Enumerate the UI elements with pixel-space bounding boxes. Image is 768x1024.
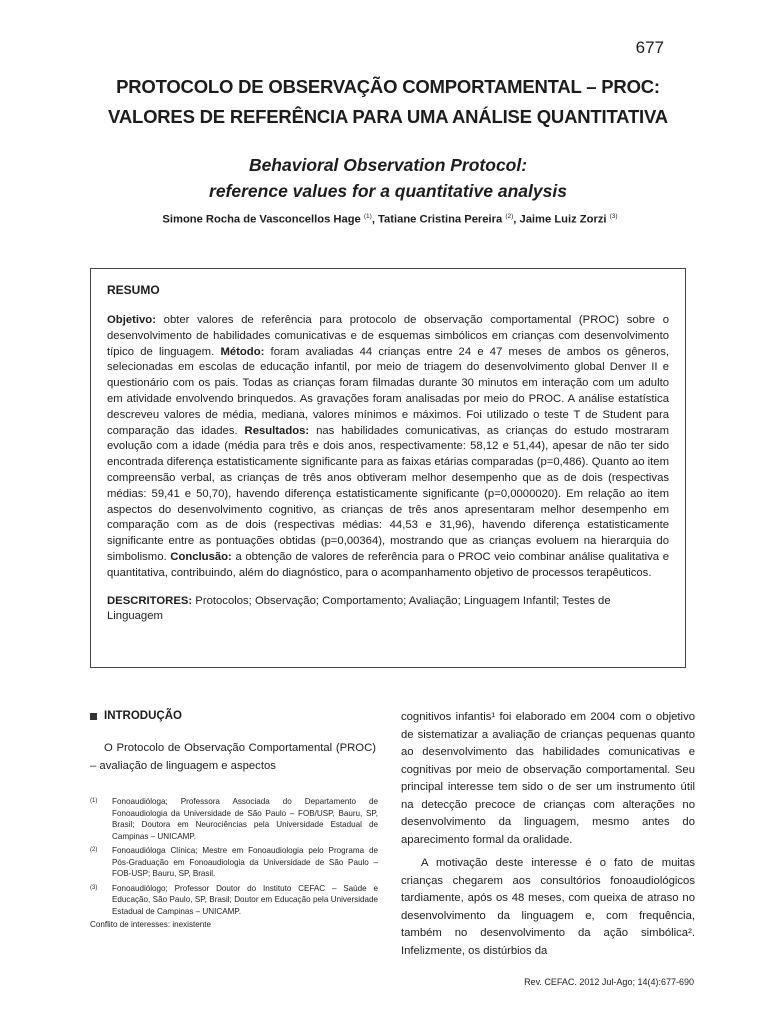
author-affiliation-mark: (3): [609, 213, 618, 220]
keywords-label: DESCRITORES:: [107, 594, 193, 607]
method-label: Método:: [220, 345, 265, 358]
footnote: [90, 883, 378, 918]
article-title: [80, 72, 696, 132]
author-name: Simone Rocha de Vasconcellos Hage: [162, 213, 361, 226]
intro-paragraph: A motivação deste interesse é o fato de muitas crianças chegarem aos consultórios fonoaudiológicos tardiamente, após os 48 meses, com queixa de atraso no desenvolvimento da linguagem e, com frequência, também no desenvolvimento da ação simbólica². Infelizmente, os distúrbios da: [401, 857, 695, 957]
footnote: [90, 796, 378, 842]
footnote-mark: (3): [90, 884, 98, 891]
journal-citation-footer: Rev. CEFAC. 2012 Jul-Ago; 14(4):677-690: [524, 977, 694, 987]
footnote-text: Fonoaudiólogo; Professor Doutor do Instituto CEFAC – Saúde e Educação, São Paulo, SP, Brasil; Doutor em Educação pela Universidade Estadual de Campinas – UNICAMP.: [112, 883, 378, 916]
title-line-1: PROTOCOLO DE OBSERVAÇÃO COMPORTAMENTAL – PROC:: [116, 76, 660, 97]
author-affiliation-mark: (1): [363, 213, 372, 220]
objective-label: Objetivo:: [107, 314, 156, 326]
subtitle-line-2: reference values for a quantitative analysis: [209, 181, 567, 201]
conflict-of-interest: Conflito de interesses: inexistente: [90, 920, 212, 929]
title-line-2: VALORES DE REFERÊNCIA PARA UMA ANÁLISE QUANTITATIVA: [108, 106, 668, 127]
intro-column-right: [401, 709, 695, 960]
results-text: nas habilidades comunicativas, as crianças do estudo mostraram evolução com a idade (média para três e dois anos, respectivamente: 58,12 e 51,44), apesar de não ter sido encontrada diferença estatisticamente significante para as faixas etárias comparadas (p=0,486). Quanto ao item compreensão verbal, as crianças de três anos obtiveram melhor desempenho que as de dois (respectivas médias: 59,41 e 50,70), havendo diferença estatisticamente significante (p=0,0000020). Em relação ao item aspectos do desenvolvimento cognitivo, as crianças de três anos apresentaram melhor desempenho em comparação com as de dois (respectivas médias: 44,53 e 31,96), havendo diferença estatisticamente significante entre as pontuações obtidas (p=0,00364), mostrando que as crianças evoluem na hierarquia do simbolismo.: [107, 424, 669, 563]
square-bullet-icon: [90, 713, 97, 720]
english-title: [80, 152, 696, 204]
conclusion-label: Conclusão:: [170, 550, 232, 563]
author-name: Jaime Luiz Zorzi: [519, 213, 607, 226]
objective-text: obter valores de referência para protocolo de observação comportamental (PROC) sobre o desenvolvimento de habilidades comunicativas e de esquemas simbólicos em crianças com desenvolvimento típico de linguagem.: [107, 314, 669, 358]
author-list: [60, 213, 720, 226]
abstract-box: [90, 268, 686, 668]
footnote: [90, 845, 378, 880]
keywords-text: Protocolos; Observação; Comportamento; Avaliação; Linguagem Infantil; Testes de Linguagem: [107, 594, 611, 623]
author-affiliation-mark: (2): [505, 213, 514, 220]
footnotes: [90, 796, 378, 929]
author-separator: ,: [513, 213, 520, 226]
footnote-mark: (2): [90, 847, 98, 853]
section-heading-label: INTRODUÇÃO: [104, 710, 182, 722]
abstract-heading: RESUMO: [107, 283, 160, 297]
author-separator: ,: [371, 213, 379, 226]
section-heading-introduction: [90, 710, 182, 722]
conclusion-text: a obtenção de valores de referência para o PROC veio combinar análise qualitativa e quantitativa, contribuindo, além do diagnóstico, para o acompanhamento objetivo de processos terapêuticos.: [107, 550, 669, 579]
footnote-mark: (1): [90, 798, 98, 804]
subtitle-line-1: Behavioral Observation Protocol:: [248, 155, 528, 175]
results-label: Resultados:: [244, 424, 310, 437]
intro-paragraph: cognitivos infantis¹ foi elaborado em 2004 com o objetivo de sistematizar a avaliação de crianças pequenas quanto ao desenvolvimento das habilidades comunicativas e cognitivas por meio de observação comportamental. Seu principal interesse tem sido o de ser um instrumento útil na detecção precoce de crianças com alterações no desenvolvimento da linguagem, mesmo antes do aparecimento formal da oralidade.: [401, 711, 695, 846]
intro-paragraph-left: O Protocolo de Observação Comportamental (PROC) – avaliação de linguagem e aspectos: [90, 742, 376, 772]
page-number: 677: [635, 38, 664, 57]
keywords: [107, 594, 669, 626]
footnote-text: Fonoaudióloga; Professora Associada do Departamento de Fonoaudiologia da Universidade de São Paulo – FOB/USP, Bauru, SP, Brasil; Doutora em Neurociências pela Universidade Estadual de Campinas – UNICAMP.: [112, 797, 378, 841]
abstract-text: [107, 313, 669, 582]
author-name: Tatiane Cristina Pereira: [378, 213, 503, 226]
method-text: foram avaliadas 44 crianças entre 24 e 47 meses de ambos os gêneros, selecionadas em escolas de educação infantil, por meio de triagem do desenvolvimento global Denver II e questionário com os pais. Todas as crianças foram filmadas durante 30 minutos em interação com um adulto em atividade envolvendo brinquedos. As gravações foram analisadas por meio do PROC. A análise estatística descreveu valores de média, mediana, valores mínimos e máximos. Foi utilizado o teste T de Student para comparação das idades.: [107, 345, 670, 437]
footnote-text: Fonoaudióloga Clínica; Mestre em Fonoaudiologia pelo Programa de Pós-Graduação em Fonoaudiologia da Universidade de São Paulo – FOB-USP; Bauru, SP, Brasil.: [112, 846, 378, 878]
